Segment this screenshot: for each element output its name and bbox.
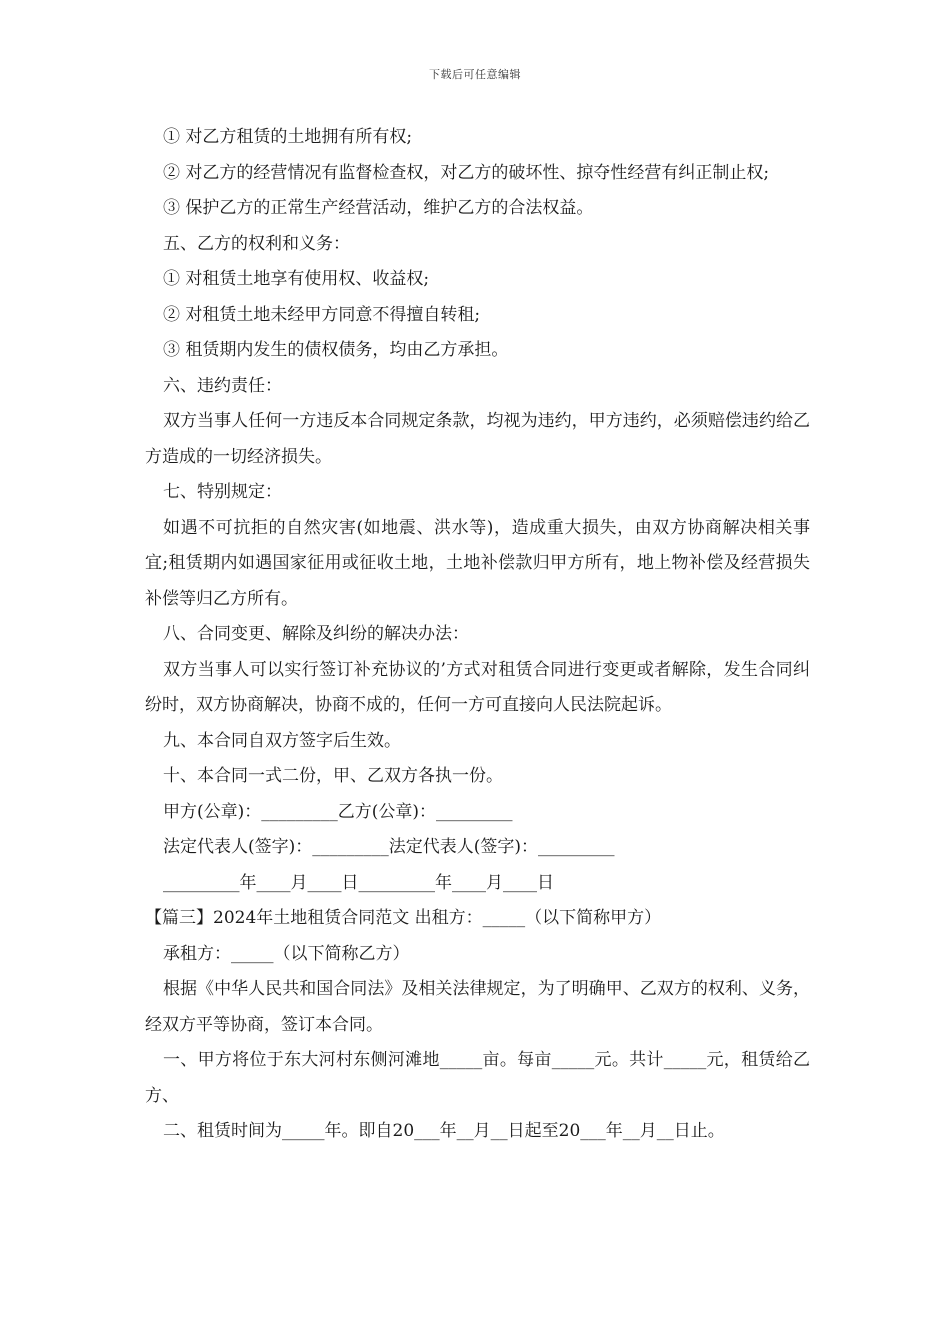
- paragraph: 双方当事人任何一方违反本合同规定条款，均视为违约，甲方违约，必须赔偿违约给乙方造成的一切经济损失。: [145, 411, 810, 467]
- paragraph: 如遇不可抗拒的自然灾害(如地震、洪水等)，造成重大损失，由双方协商解决相关事宜;租赁期内如遇国家征用或征收土地，土地补偿款归甲方所有，地上物补偿及经营损失补偿等归乙方所有。: [145, 517, 810, 609]
- paragraph: 双方当事人可以实行签订补充协议的’方式对租赁合同进行变更或者解除，发生合同纠纷时，双方协商解决，协商不成的，任何一方可直接向人民法院起诉。: [145, 659, 810, 715]
- signature-line: 法定代表人(签字)：_________法定代表人(签字)：_________: [163, 837, 615, 857]
- paragraph: ③ 保护乙方的正常生产经营活动，维护乙方的合法权益。: [163, 198, 594, 218]
- paragraph: ① 对乙方租赁的土地拥有所有权;: [163, 127, 413, 147]
- paragraph: 一、甲方将位于东大河村东侧河滩地_____亩。每亩_____元。共计_____元，租赁给乙方、: [145, 1050, 810, 1106]
- paragraph: 承租方：_____（以下简称乙方）: [163, 943, 410, 964]
- section-heading: 九、本合同自双方签字后生效。: [163, 730, 401, 751]
- section-title: 【篇三】2024年土地租赁合同范文 出租方：_____（以下简称甲方）: [145, 908, 662, 928]
- section-heading: 十、本合同一式二份，甲、乙双方各执一份。: [163, 766, 503, 786]
- paragraph: ② 对乙方的经营情况有监督检查权，对乙方的破坏性、掠夺性经营有纠正制止权;: [163, 162, 770, 183]
- paragraph: ② 对租赁土地未经甲方同意不得擅自转租;: [163, 304, 481, 325]
- paragraph: 二、租赁时间为_____年。即自20___年__月__日起至20___年__月__日止。: [163, 1121, 725, 1141]
- paragraph: ③ 租赁期内发生的债权债务，均由乙方承担。: [163, 340, 509, 360]
- page-header: 下载后可任意编辑: [429, 68, 521, 81]
- paragraph: 根据《中华人民共和国合同法》及相关法律规定，为了明确甲、乙双方的权利、义务，经双方平等协商，签订本合同。: [145, 979, 810, 1035]
- section-heading: 八、合同变更、解除及纠纷的解决办法：: [163, 624, 469, 644]
- section-heading: 七、特别规定：: [163, 482, 282, 502]
- section-heading: 六、违约责任：: [163, 375, 282, 396]
- document-body: [145, 120, 810, 1150]
- date-line: _________年____月____日_________年____月____日: [163, 872, 554, 893]
- paragraph: ① 对租赁土地享有使用权、收益权;: [163, 269, 430, 289]
- section-heading: 五、乙方的权利和义务：: [163, 233, 350, 254]
- signature-line: 甲方(公章)：_________乙方(公章)：_________: [163, 801, 513, 822]
